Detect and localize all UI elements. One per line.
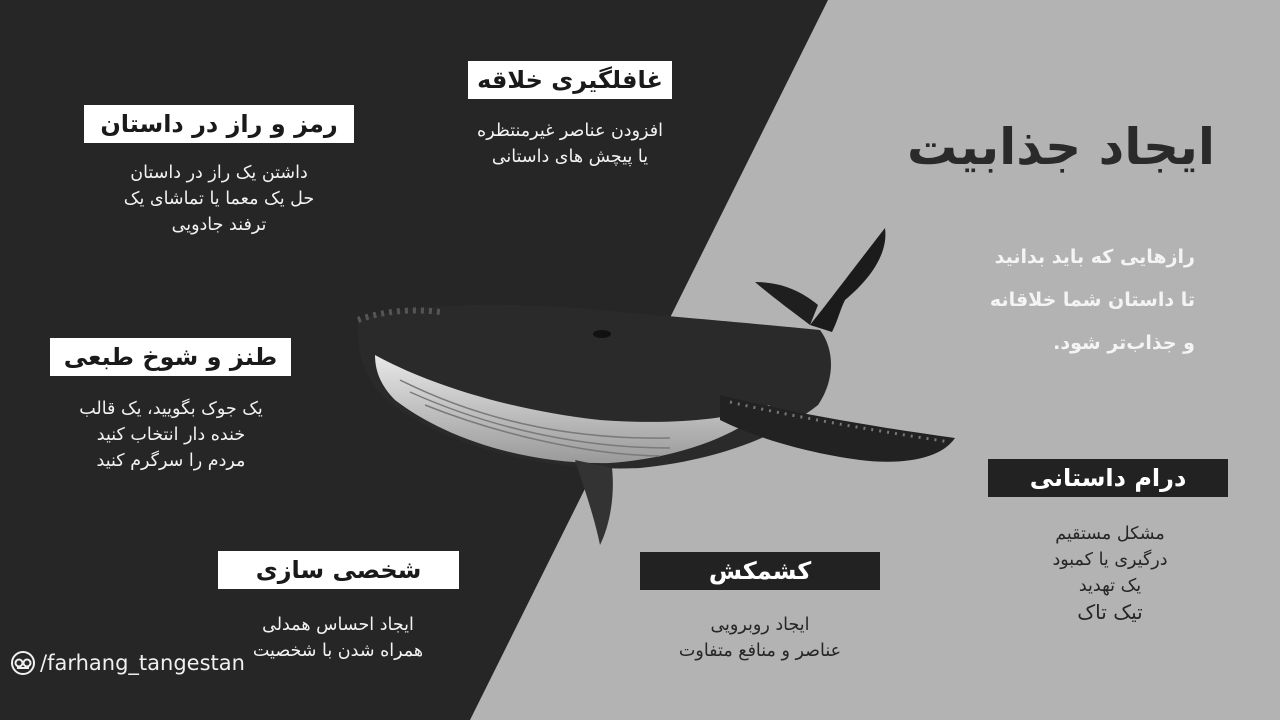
subtitle-line: رازهایی که باید بدانید: [994, 246, 1195, 268]
conflict-label: کشمکش: [640, 552, 880, 590]
humor-description: [40, 396, 302, 474]
description-line: تیک تاک: [1077, 600, 1143, 624]
description-line: مشکل مستقیم: [1055, 524, 1165, 544]
description-line: ترفند جادویی: [171, 215, 267, 235]
mystery-label: رمز و راز در داستان: [84, 105, 354, 143]
description-line: یک تهدید: [1078, 576, 1142, 596]
description-line: داشتن یک راز در داستان: [130, 163, 308, 183]
description-line: درگیری یا کمبود: [1052, 550, 1168, 570]
subtitle-line: تا داستان شما خلاقانه: [989, 289, 1195, 311]
page-subtitle: [940, 236, 1195, 365]
description-line: حل یک معما یا تماشای یک: [123, 189, 315, 209]
drama-description: [1000, 521, 1220, 625]
character-description: [210, 612, 466, 664]
surprise-label: غافلگیری خلاقه: [468, 61, 672, 99]
description-line: ایجاد احساس همدلی: [262, 615, 414, 635]
character-label: شخصی سازی: [218, 551, 459, 589]
description-line: همراه شدن با شخصیت: [252, 641, 424, 661]
whale-illustration: [340, 220, 970, 560]
mystery-description: [88, 160, 350, 238]
subtitle-line: و جذاب‌تر شود.: [1053, 332, 1195, 354]
watermark-handle: /farhang_tangestan: [40, 651, 245, 675]
surprise-description: [440, 118, 700, 170]
drama-label: درام داستانی: [988, 459, 1228, 497]
page-title: ایجاد جذابیت: [907, 118, 1215, 176]
description-line: یک جوک بگویید، یک قالب: [79, 399, 263, 419]
description-line: عناصر و منافع متفاوت: [678, 641, 842, 661]
description-line: افزودن عناصر غیرمنتظره: [477, 121, 663, 141]
instagram-icon: [10, 650, 36, 676]
description-line: خنده دار انتخاب کنید: [96, 425, 246, 445]
humor-label: طنز و شوخ طبعی: [50, 338, 291, 376]
description-line: یا پیچش های داستانی: [491, 147, 649, 167]
conflict-description: [630, 612, 890, 664]
description-line: مردم را سرگرم کنید: [96, 451, 246, 471]
watermark: [10, 648, 245, 678]
description-line: ایجاد روبرویی: [710, 615, 810, 635]
